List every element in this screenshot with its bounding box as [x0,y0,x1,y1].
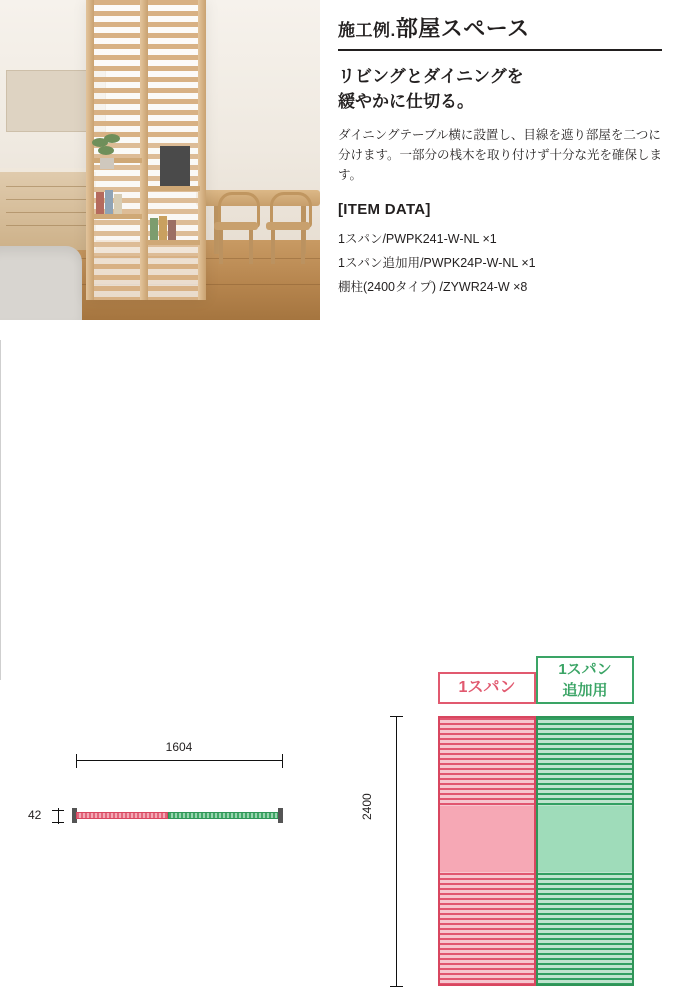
photo-shelf-post [198,0,206,300]
label-additional-span-line-1: 1スパン [558,661,612,678]
photo-framed-art [160,146,190,186]
room-example-photo [0,0,320,320]
subheading-line-2: 緩やかに仕切る。 [338,92,474,112]
plan-view-drawing [0,320,340,680]
photo-sofa [0,246,82,320]
plan-depth-dimension-label: 42 [28,808,42,822]
label-span: 1スパン [438,672,536,704]
photo-book [159,216,167,240]
photo-book [114,194,122,214]
elevation-panel-gap-green [538,806,632,872]
title-divider [338,49,662,51]
photo-shelf-post [140,0,148,300]
item-data-heading: [ITEM DATA] [338,201,431,219]
page-title-prefix: 施工例. [338,21,396,40]
plan-left-border [0,340,1,680]
item-data-line: 棚柱(2400タイプ) /ZYWR24-W ×8 [338,280,528,295]
plan-end-post-right [278,808,283,823]
plan-depth-dimension-line [58,808,59,824]
photo-plant [92,134,122,168]
elevation-height-dimension-line [396,716,397,986]
elevation-height-dimension-label: 2400 [360,793,374,820]
plan-width-dimension-line [76,760,282,761]
photo-book [105,190,113,214]
photo-shelf [92,214,142,219]
photo-chair [266,192,310,264]
photo-chair [214,192,258,264]
page-title-main: 部屋スペース [395,16,530,41]
body-copy: ダイニングテーブル横に設置し、目線を遮り部屋を二つに分けます。一部分の桟木を取り付けず十分な光を確保します。 [338,127,663,183]
drawings-section [0,320,680,822]
plan-span-red [76,812,168,819]
plan-width-dimension-label: 1604 [165,740,193,754]
item-data-line: 1スパン追加用/PWPK24P-W-NL ×1 [338,256,536,271]
photo-shelf [146,186,200,191]
photo-counter-drawers [6,186,88,240]
item-data-line: 1スパン/PWPK241-W-NL ×1 [338,232,497,247]
photo-book [150,218,158,240]
page-title [338,16,662,42]
label-additional-span-line-2: 追加用 [562,682,608,699]
photo-shelf [146,240,200,245]
label-additional-span [536,656,634,704]
plan-span-green [168,812,282,819]
photo-book [96,192,104,214]
plan-width-tick-right [282,754,283,768]
top-section [0,0,680,320]
elevation-view-drawing [340,320,680,680]
elevation-panel-gap-red [440,806,534,872]
photo-book [168,220,176,240]
plan-width-tick-left [76,754,77,768]
subheading-line-1: リビングとダイニングを [338,67,524,87]
elevation-height-tick-top [390,716,403,717]
description-column [320,0,680,320]
subheading [338,65,662,114]
